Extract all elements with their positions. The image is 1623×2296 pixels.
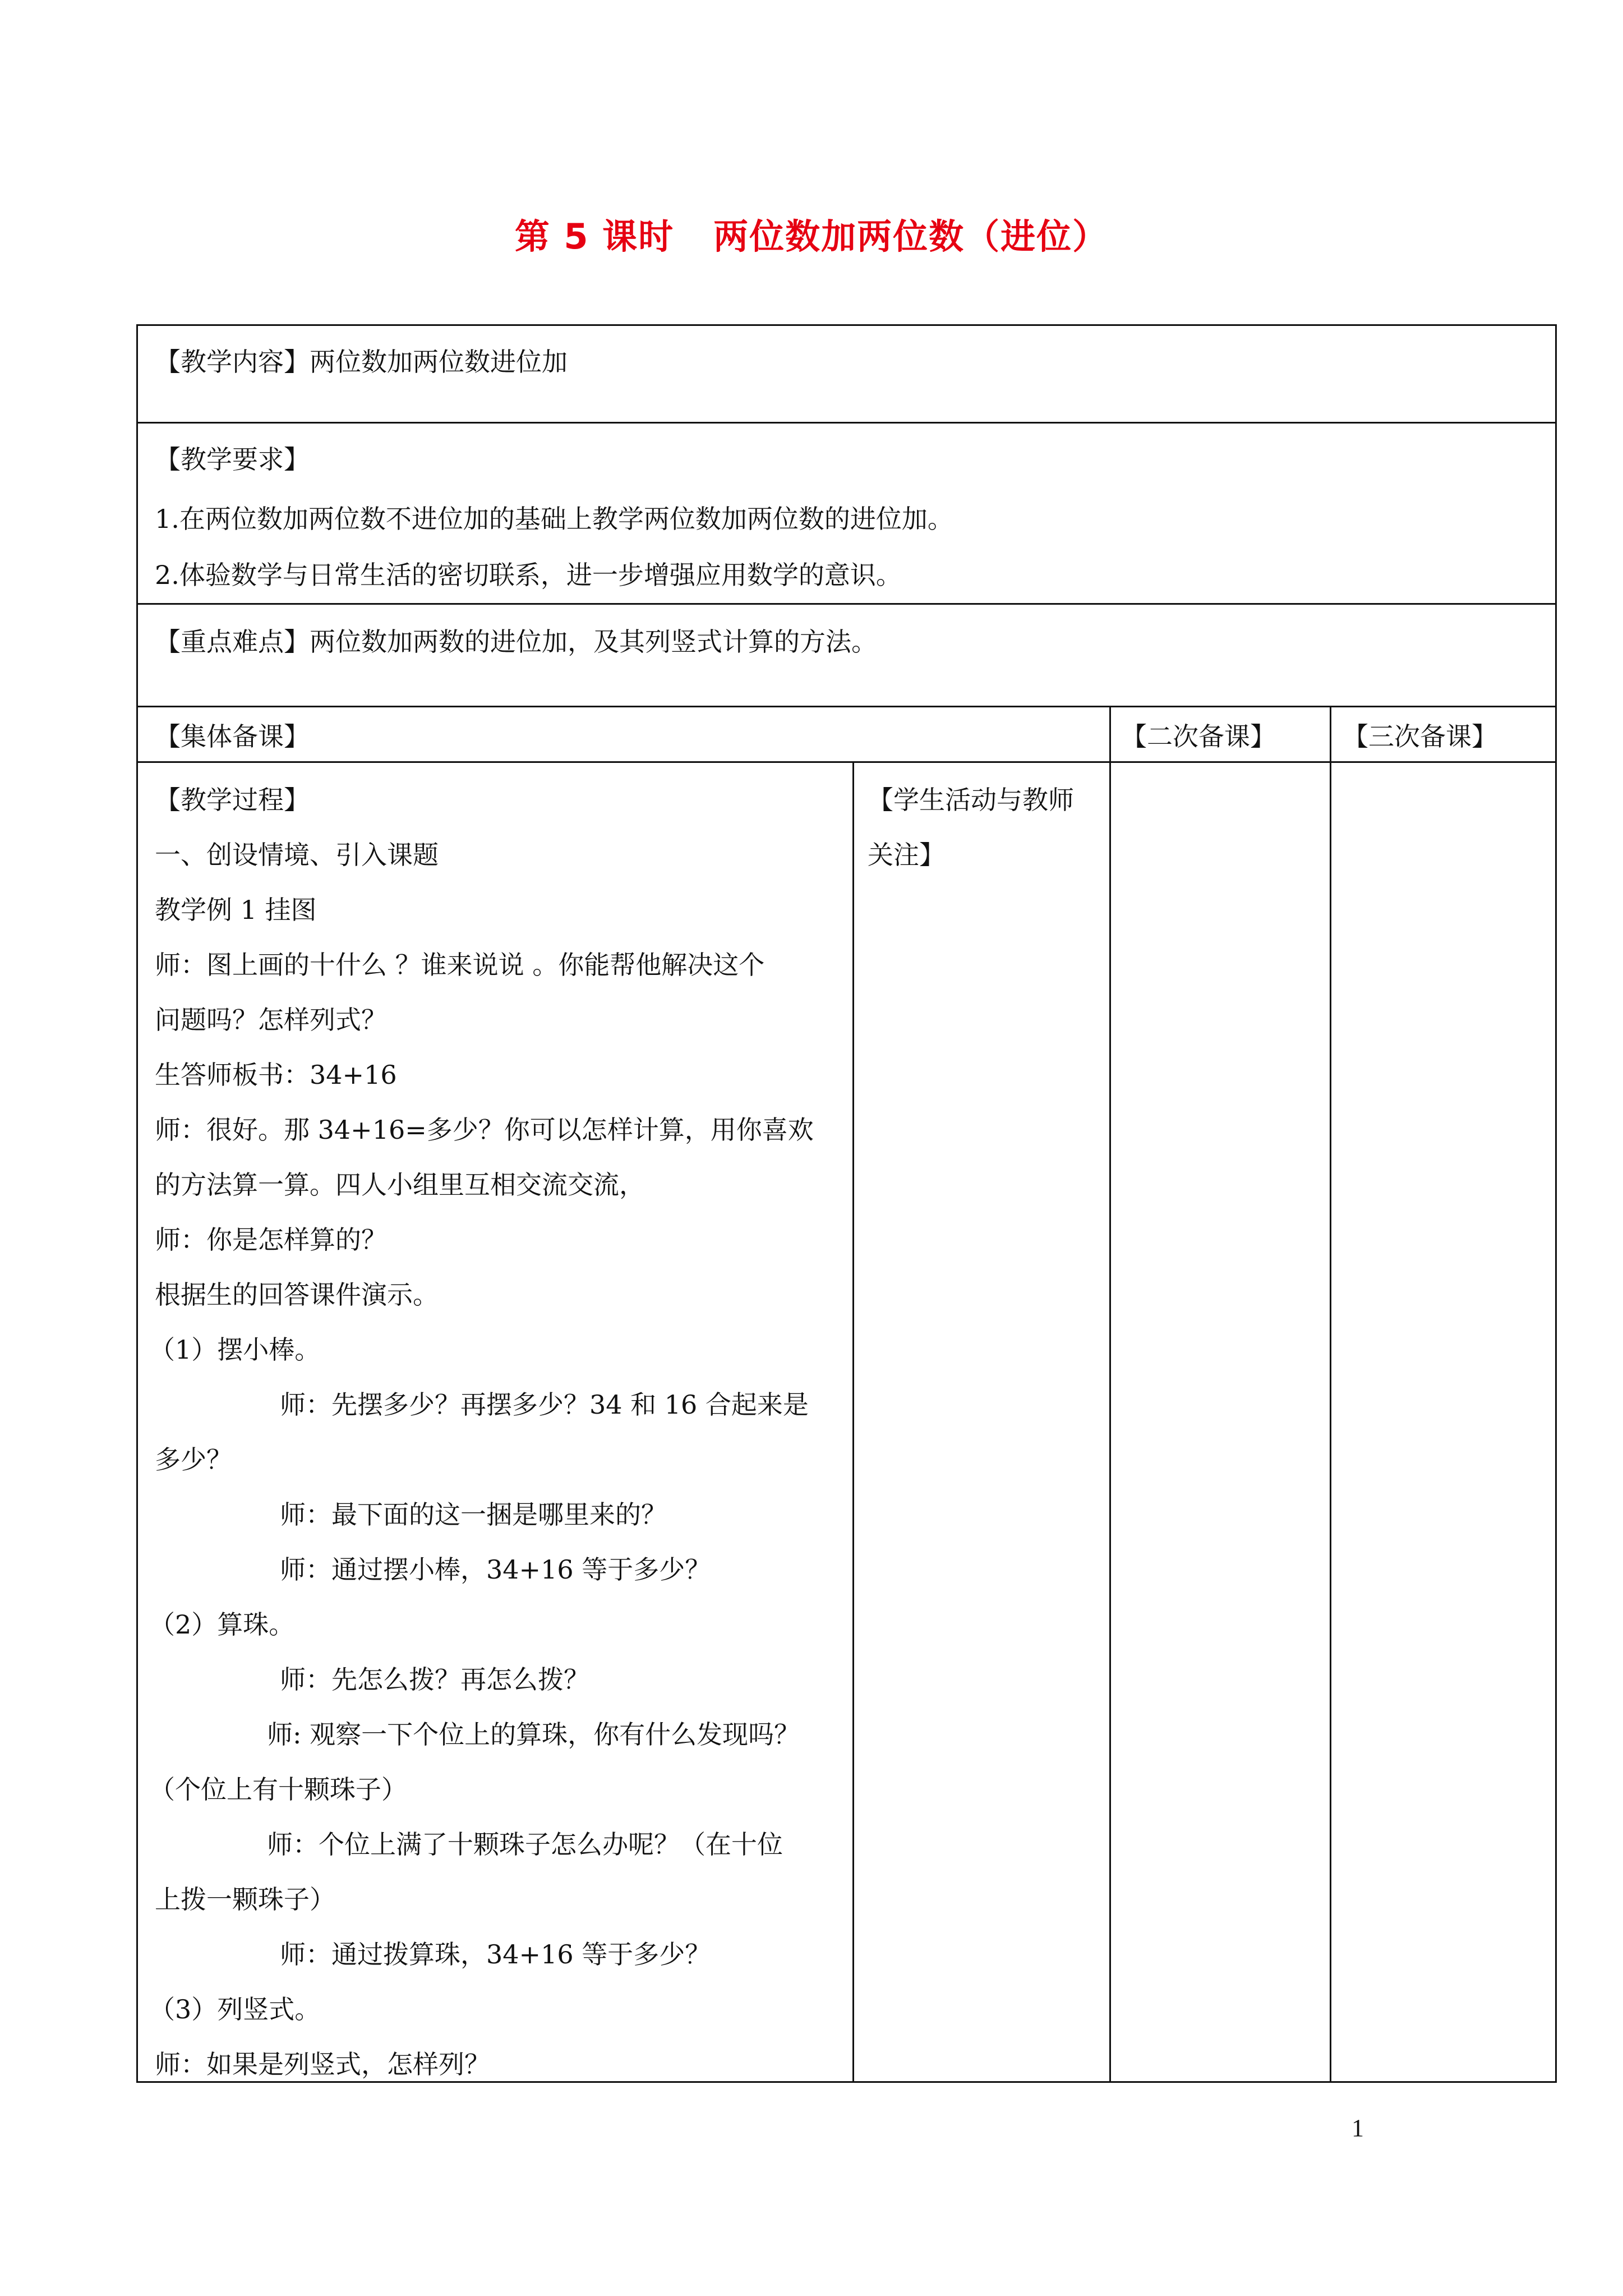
process-line: 根据生的回答课件演示。	[155, 1280, 439, 1310]
process-line: 师：先怎么拨？再怎么拨？	[280, 1664, 589, 1695]
process-cell	[136, 761, 854, 2083]
process-line: 上拨一颗珠子）	[155, 1884, 335, 1915]
process-line: 生答师板书：34+16	[155, 1060, 397, 1090]
process-line: 师：图上画的十什么 ？谁来说说 。你能帮他解决这个	[155, 950, 765, 980]
group-prep-header: 【集体备课】	[155, 721, 310, 752]
requirement-item: 1.在两位数加两位数不进位加的基础上教学两位数加两位数的进位加。	[155, 504, 953, 534]
process-line: 师：很好。那 34+16=多少？你可以怎样计算，用你喜欢	[155, 1115, 814, 1145]
content-row	[136, 324, 1557, 424]
lesson-number: 第 5 课时	[514, 216, 675, 257]
process-header: 【教学过程】	[155, 785, 310, 815]
teaching-content: 【教学内容】两位数加两位数进位加	[155, 347, 568, 377]
process-line: （个位上有十颗珠子）	[149, 1774, 407, 1805]
process-line: 师：你是怎样算的？	[155, 1225, 387, 1255]
requirements-row	[136, 422, 1557, 605]
process-line: 师: 观察一下个位上的算珠，你有什么发现吗？	[267, 1719, 800, 1750]
process-line: （2）算珠。	[149, 1609, 295, 1640]
key-points-row	[136, 603, 1557, 707]
process-line: 师：先摆多少？再摆多少？34 和 16 合起来是	[280, 1389, 809, 1420]
process-line: （3）列竖式。	[149, 1994, 321, 2024]
process-line: 师：如果是列竖式，怎样列？	[155, 2049, 490, 2079]
process-line: 教学例 1 挂图	[155, 895, 317, 925]
process-line: 问题吗？怎样列式？	[155, 1005, 387, 1035]
third-prep-header-cell	[1330, 706, 1557, 763]
process-line: 师：最下面的这一捆是哪里来的？	[280, 1499, 667, 1530]
lesson-title	[0, 209, 1623, 259]
process-line: 师：个位上满了十颗珠子怎么办呢？（在十位	[267, 1829, 783, 1860]
student-activity-cell	[852, 761, 1111, 2083]
requirement-item: 2.体验数学与日常生活的密切联系，进一步增强应用数学的意识。	[155, 560, 902, 590]
lesson-topic: 两位数加两位数（进位）	[713, 216, 1109, 257]
process-line: 一、创设情境、引入课题	[155, 840, 439, 870]
student-activity-header: 【学生活动与教师	[868, 785, 1074, 815]
process-line: 的方法算一算。四人小组里互相交流交流，	[155, 1170, 645, 1200]
student-activity-header-cont: 关注】	[868, 840, 945, 870]
third-prep-cell	[1330, 761, 1557, 2083]
second-prep-header: 【二次备课】	[1121, 721, 1276, 752]
third-prep-header: 【三次备课】	[1343, 721, 1497, 752]
process-line: 师：通过拨算珠，34+16 等于多少？	[280, 1939, 711, 1970]
page-number: 1	[1352, 2114, 1364, 2142]
process-line: 多少？	[155, 1444, 232, 1475]
process-line: 师：通过摆小棒，34+16 等于多少？	[280, 1554, 711, 1585]
requirements-header: 【教学要求】	[155, 444, 310, 475]
key-points: 【重点难点】两位数加两数的进位加，及其列竖式计算的方法。	[155, 627, 877, 657]
second-prep-cell	[1109, 761, 1331, 2083]
process-line: （1）摆小棒。	[149, 1335, 321, 1365]
second-prep-header-cell	[1109, 706, 1331, 763]
